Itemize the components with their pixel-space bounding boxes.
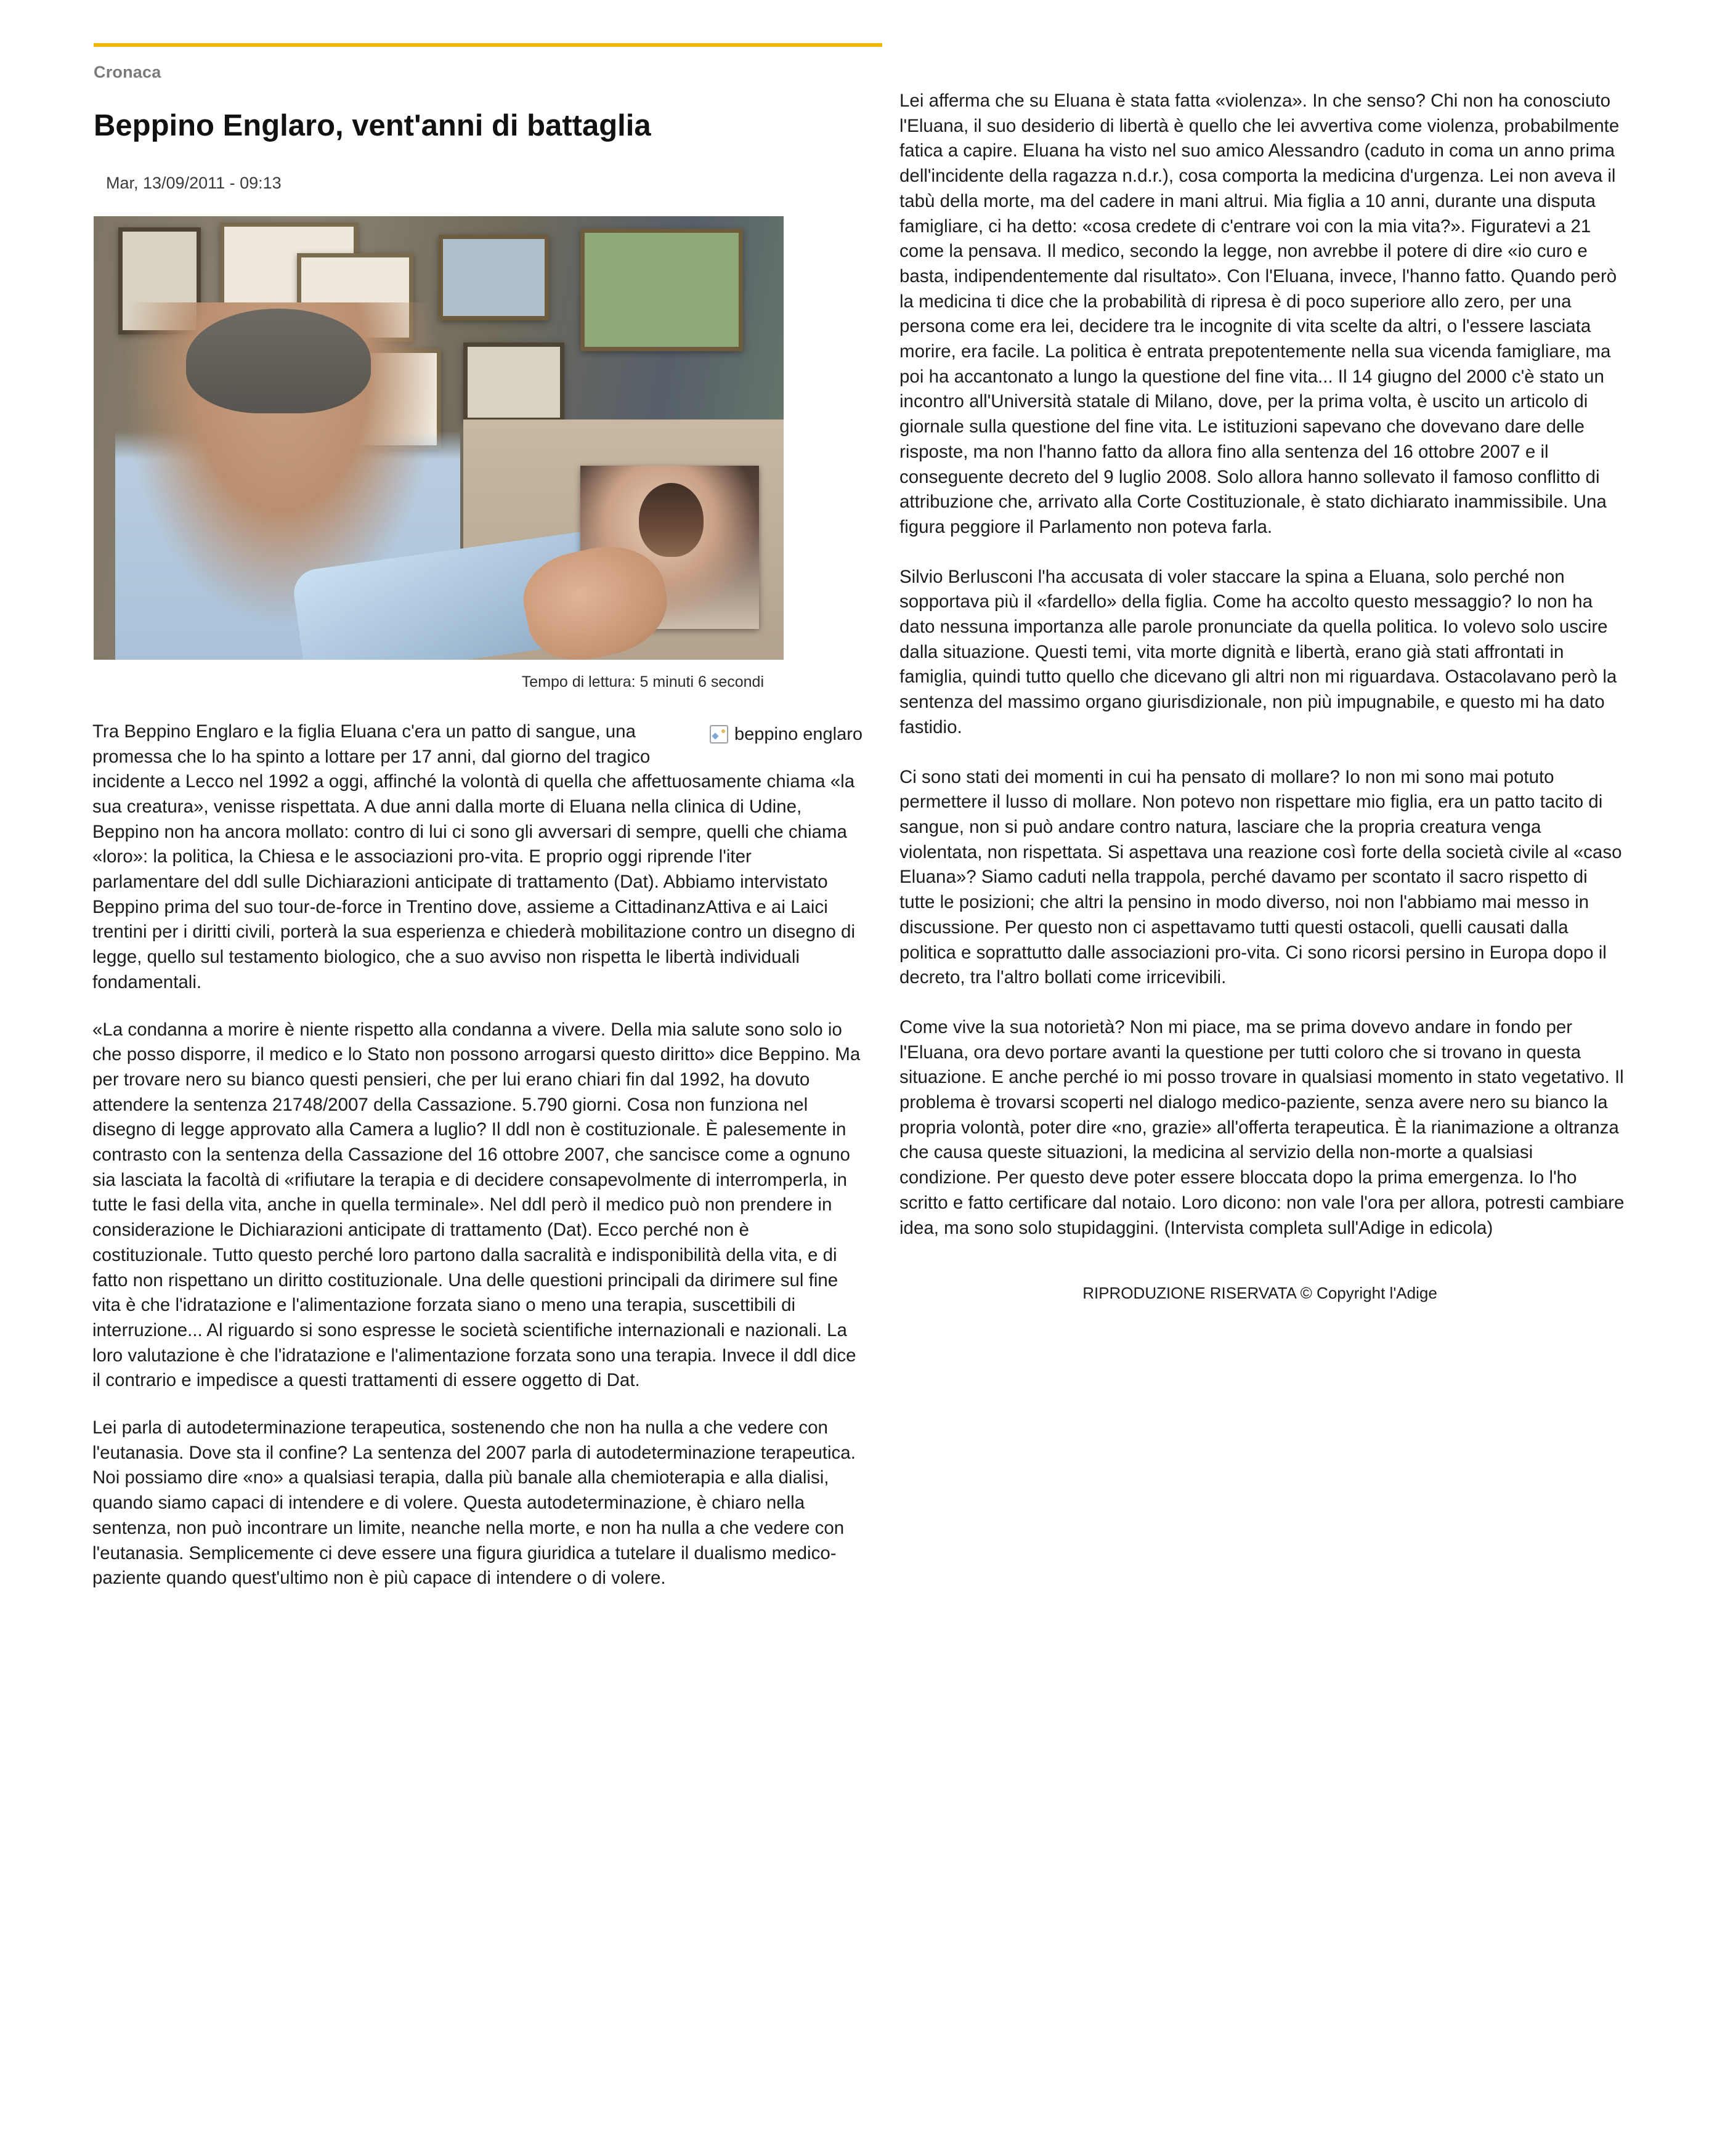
copyright-notice: RIPRODUZIONE RISERVATA © Copyright l'Adige [1082,1284,1437,1303]
inline-image-placeholder [710,722,862,747]
paragraph: Silvio Berlusconi l'ha accusata di voler staccare la spina a Eluana, solo perché non sopportava più il «fardello» della figlia. Come ha accolto questo messaggio? Io non ha dato nessuna importanza alle parole pronunciate da quella politica. Io volevo solo uscire dalla situazione. Questi temi, vita morte dignità e libertà, erano già stati affrontati in famiglia, quindi tutto quello che dicevano gli altri non mi riguardava. Ostacolavano però la sentenza del massimo organo giurisdizionale, non più impugnabile, e questo mi ha dato fastidio. [899,566,1617,737]
article-columns [74,43,1651,1613]
article-photo [94,216,784,660]
right-column [899,43,1663,1303]
photo-subject-hair [186,309,371,413]
broken-image-icon [710,725,728,744]
paragraph: Tra Beppino Englaro e la figlia Eluana c'era un patto di sangue, una promessa che lo ha spinto a lottare per 17 anni, dal giorno del tragico incidente a Lecco nel 1992 a oggi, affinché la volontà di quella che affettuosamente chiama «lа sua creatura», venisse rispettata. A due anni dalla morte di Eluana nella clinica di Udine, Beppino non ha ancora mollato: contro di lui ci sono gli avversari di sempre, quelli che chiama «loro»: la politica, la Chiesa e le associazioni pro-vita. E proprio oggi riprende l'iter parlamentare del ddl sulle Dichiarazioni anticipate di trattamento (Dat). Abbiamo intervistato Beppino prima del suo tour-de-force in Trentino dove, assieme a CittadinanzAttiva e ai Laici trentini per i diritti civili, porterà la sua esperienza e chiederà mobilitazione contro un disegno di legge, quello sul testamento biologico, che a suo avviso non rispetta le libertà individuali fondamentali. [92,721,856,992]
right-article-body [899,89,1626,1241]
reading-time: Tempo di lettura: 5 minuti 6 secondi [521,673,764,691]
page-title: Beppino Englaro, vent'anni di battaglia [94,109,651,142]
left-article-body [92,719,862,1591]
paragraph: Lei afferma che su Eluana è stata fatta «violenza». In che senso? Chi non ha conosciuto l'Eluana, il suo desiderio di libertà è quello che lei avvertiva come violenza, probabilmente fatica a capire. Eluana ha visto nel suo amico Alessandro (caduto in coma un anno prima dell'incidente della ragazza n.d.r.), cosa comporta la medicina d'urgenza. Lei non aveva il tabù della morte, ma del cadere in mani altrui. Mia figlia a 10 anni, durante una disputa famigliare, ci ha detto: «cosa credete di c'entrare voi con la mia vita?». Figuratevi a 21 come la pensava. Il medico, secondo la legge, non avrebbe il potere di dire «io curo e basta, indipendentemente dal risultato». Con l'Eluana, invece, l'hanno fatto. Quando però la medicina ti dice che la probabilità di ripresa è di poco superiore allo zero, per una persona come era lei, decidere tra le incognite di vita scelte da altri, o l'essere lasciata morire, era facile. La politica è entrata prepotentemente nella sua vicenda famigliare, ma poi ha accantonato a lungo la questione del fine vita... Il 14 giugno del 2000 c'è stato un incontro all'Università statale di Milano, dove, per la prima volta, è uscito un articolo di giornale sulla questione del fine vita. Le istituzioni sapevano che dovevano dare delle risposte, ma non l'hanno fatto da allora fino alla sentenza del 16 ottobre 2007 e il conseguente decreto del 9 luglio 2008. Solo allora hanno sollevato il famoso conflitto di attribuzione che, arrivato alla Corte Costituzionale, è stato dichiarato inammissibile. Una figura peggiore il Parlamento non poteva farla. [899,91,1620,537]
publication-dateline: Mar, 13/09/2011 - 09:13 [106,173,282,192]
paragraph: Lei parla di autodeterminazione terapeutica, sostenendo che non ha nulla a che vedere con l'eutanasia. Dove sta il confine? La sentenza del 2007 parla di autodeterminazione terapeutica. Noi possiamo dire «no» a qualsiasi terapia, dalla più banale alla chemioterapia e alla dialisi, quando siamo capaci di intendere e di volere. Questa autodeterminazione, è chiaro nella sentenza, non può incontrare un limite, neanche nella morte, e non ha nulla a che vedere con l'eutanasia. Semplicemente ci deve essere una figura giuridica a tutelare il dualismo medico-paziente quando quest'ultimo non è più capace di intendere o di volere. [92,1417,856,1589]
picture-frame [463,342,564,422]
section-kicker: Cronaca [94,63,161,81]
paragraph: «La condanna a morire è niente rispetto alla condanna a vivere. Della mia salute sono solo io che posso disporre, il medico e lo Stato non possono arrogarsi questo diritto» dice Beppino. Ma per trovare nero su bianco questi pensieri, che per lui erano chiari fin dal 1992, ha dovuto attendere la sentenza 21748/2007 della Cassazione. 5.790 giorni. Cosa non funziona nel disegno di legge approvato alla Camera a luglio? Il ddl non è costituzionale. È palesemente in contrasto con la sentenza della Cassazione del 16 ottobre 2007, che sancisce come a ognuno sia lasciata la facoltà di «rifiutare la terapia e di decidere consapevolmente di interromperla, in tutte le fasi della vita, anche in quella terminale». Nel ddl però il medico può non prendere in considerazione le Dichiarazioni anticipate di trattamento (Dat). Ecco perché non è costituzionale. Tutto questo perché loro partono dalla sacralità e indisponibilità della vita, e di fatto non rispettano un diritto costituzionale. Una delle questioni principali da dirimere sul fine vita è che l'idratazione e l'alimentazione forzata siano o meno una terapia, suscettibili di interruzione... Al riguardo si sono espresse le società scientifiche internazionali e nazionali. La loro valutazione è che l'idratazione e l'alimentazione forzata sono una terapia. Invece il ddl dice il contrario e impedisce a questi trattamenti di essere oggetto di Dat. [92,1019,861,1391]
accent-rule [94,43,882,47]
paragraph: Come vive la sua notorietà? Non mi piace, ma se prima dovevo andare in fondo per l'Eluana, ora devo portare avanti la questione per tutti coloro che si trovano in questa situazione. E anche perché io mi posso trovare in qualsiasi momento in stato vegetativo. Il problema è trovarsi scoperti nel dialogo medico-paziente, senza avere nero su bianco la propria volontà, poter dire «no, grazie» all'offerta terapeutica. È la rianimazione a oltranza che causa queste situazioni, la medicina al servizio della non-morte a qualsiasi condizione. Per questo deve poter essere bloccata dopo la prima emergenza. Io l'ho scritto e fatto certificare dal notaio. Loro dicono: non vale l'ora per allora, potresti cambiare idea, ma sono solo stupidaggini. (Intervista completa sull'Adige in edicola) [899,1016,1625,1238]
picture-frame [580,229,743,351]
paragraph: Ci sono stati dei momenti in cui ha pensato di mollare? Io non mi sono mai potuto permettere il lusso di mollare. Non potevo non rispettare mio figlia, era un patto tacito di sangue, non si può andare contro natura, lasciare che la propria creatura venga violentata, non rispettata. Si aspettava una reazione così forte della società civile al «caso Eluana»? Siamo caduti nella trappola, perché davamo per scontato il sacro rispetto di tutte le posizioni; che altri la pensino in modo diverso, noi non l'abbiamo mai messo in discussione. Per questo non ci aspettavamo tutti questi ostacoli, quelli causati dalla politica e soprattutto dalle associazioni pro-vita. Ci sono ricorsi persino in Europa dopo il decreto, tra l'altro bollati come irricevibili. [899,766,1622,988]
inline-image-alt-text: beppino englaro [734,724,862,744]
left-column [74,43,862,1613]
